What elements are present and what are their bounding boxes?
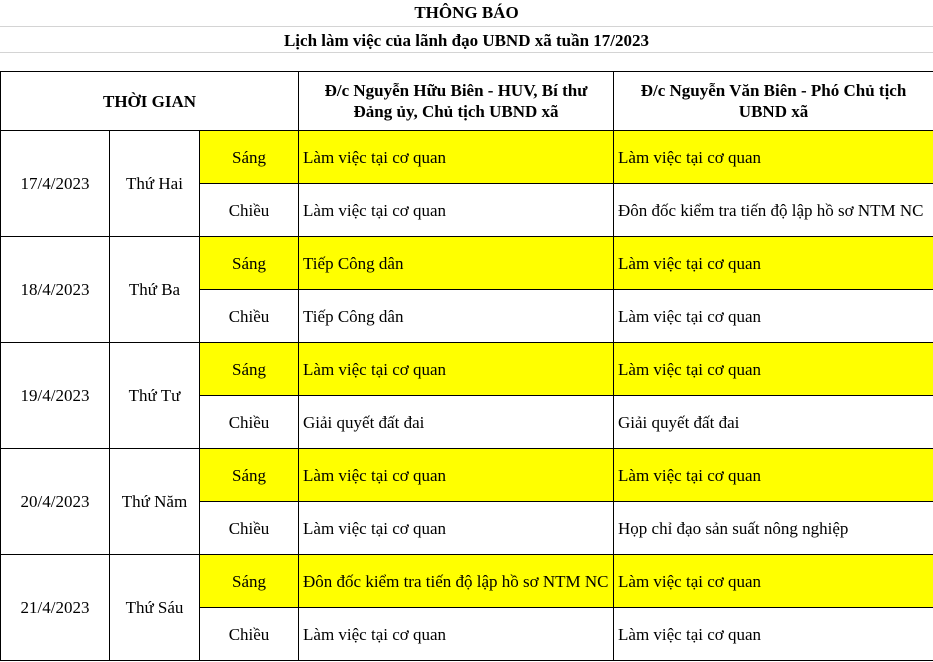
schedule-subtitle: Lịch làm việc của lãnh đạo UBND xã tuần 17/2023 <box>283 31 650 50</box>
weekday-cell: Thứ Năm <box>110 449 200 555</box>
leader1-morning-cell: Tiếp Công dân <box>299 237 614 290</box>
morning-label: Sáng <box>200 449 299 502</box>
leader2-morning-cell: Làm việc tại cơ quan <box>614 343 933 396</box>
leader1-afternoon-cell: Làm việc tại cơ quan <box>299 184 614 237</box>
date-cell: 18/4/2023 <box>1 237 110 343</box>
morning-label: Sáng <box>200 343 299 396</box>
leader2-afternoon-cell: Họp chỉ đạo sản suất nông nghiệp <box>614 502 933 555</box>
afternoon-label: Chiều <box>200 184 299 237</box>
afternoon-label: Chiều <box>200 290 299 343</box>
morning-label: Sáng <box>200 555 299 608</box>
afternoon-label: Chiều <box>200 608 299 661</box>
leader2-header: Đ/c Nguyễn Văn Biên - Phó Chủ tịch UBND xã <box>614 72 933 131</box>
leader1-morning-cell: Làm việc tại cơ quan <box>299 343 614 396</box>
leader1-morning-cell: Làm việc tại cơ quan <box>299 449 614 502</box>
morning-row <box>1 131 933 184</box>
morning-row <box>1 237 933 290</box>
schedule-table <box>0 71 933 661</box>
leader1-morning-cell: Làm việc tại cơ quan <box>299 131 614 184</box>
leader1-afternoon-cell: Làm việc tại cơ quan <box>299 608 614 661</box>
weekday-cell: Thứ Tư <box>110 343 200 449</box>
weekday-cell: Thứ Ba <box>110 237 200 343</box>
leader1-afternoon-cell: Tiếp Công dân <box>299 290 614 343</box>
leader2-morning-cell: Làm việc tại cơ quan <box>614 555 933 608</box>
leader1-morning-cell: Đôn đốc kiểm tra tiến độ lập hồ sơ NTM NC <box>299 555 614 608</box>
weekday-cell: Thứ Sáu <box>110 555 200 661</box>
date-cell: 20/4/2023 <box>1 449 110 555</box>
leader2-morning-cell: Làm việc tại cơ quan <box>614 449 933 502</box>
leader2-morning-cell: Làm việc tại cơ quan <box>614 131 933 184</box>
leader1-afternoon-cell: Làm việc tại cơ quan <box>299 502 614 555</box>
leader1-header: Đ/c Nguyễn Hữu Biên - HUV, Bí thư Đảng ủy, Chủ tịch UBND xã <box>299 72 614 131</box>
morning-label: Sáng <box>200 131 299 184</box>
morning-row <box>1 555 933 608</box>
leader2-afternoon-cell: Làm việc tại cơ quan <box>614 290 933 343</box>
afternoon-label: Chiều <box>200 396 299 449</box>
sheet-gridline <box>0 26 933 27</box>
time-header: THỜI GIAN <box>1 72 299 131</box>
leader2-morning-cell: Làm việc tại cơ quan <box>614 237 933 290</box>
sheet-gridline <box>0 52 933 53</box>
date-cell: 17/4/2023 <box>1 131 110 237</box>
morning-label: Sáng <box>200 237 299 290</box>
leader2-afternoon-cell: Giải quyết đất đai <box>614 396 933 449</box>
leader2-afternoon-cell: Đôn đốc kiểm tra tiến độ lập hồ sơ NTM NC <box>614 184 933 237</box>
date-cell: 21/4/2023 <box>1 555 110 661</box>
morning-row <box>1 449 933 502</box>
afternoon-label: Chiều <box>200 502 299 555</box>
weekday-cell: Thứ Hai <box>110 131 200 237</box>
leader2-afternoon-cell: Làm việc tại cơ quan <box>614 608 933 661</box>
morning-row <box>1 343 933 396</box>
header-row <box>1 72 933 131</box>
notice-title: THÔNG BÁO <box>414 3 519 22</box>
date-cell: 19/4/2023 <box>1 343 110 449</box>
leader1-afternoon-cell: Giải quyết đất đai <box>299 396 614 449</box>
